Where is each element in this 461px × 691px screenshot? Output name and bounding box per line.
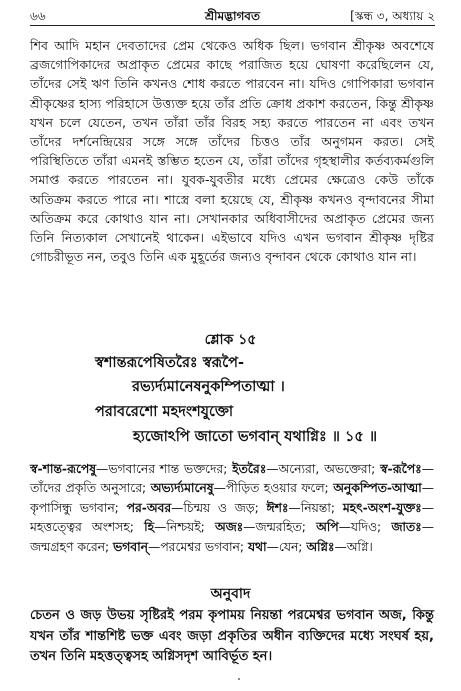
synonym-meaning: —মহত্তত্ত্বের অংশসহ; (30, 500, 434, 535)
translation-paragraph: চেতন ও জড় উভয় সৃষ্টিরই পরম কৃপাময় নিয়ন্তা পরমেশ্বর ভগবান অজ, কিন্তু যখন তাঁর শান্তশিষ্ট ভক্ত এবং জড়া প্রকৃতির অধীন ব্যক্তিদের মধ্যে সংঘর্ষ হয়, তখন তিনি মহত্তত্ত্বসহ অগ্নিসদৃশ আবির্ভূত হন। (30, 608, 434, 664)
synonym-term: অনুকম্পিত-আত্মা (333, 481, 422, 496)
synonym-meaning: —অন্যেরা, অভক্তেরা; (266, 462, 376, 476)
verse-line: পরাবরেশো মহদংশযুক্তো (95, 404, 234, 420)
synonym-meaning: —কৃপাসিন্ধু ভগবান; (30, 481, 434, 515)
synonym-meaning: —নিয়ন্তা; (288, 500, 335, 515)
synonym-term: অভ্যর্দ্যমানেষু (150, 481, 214, 496)
synonym-term: ভগবান্ (113, 539, 149, 554)
print-mark (238, 678, 240, 680)
running-header (30, 6, 435, 30)
synonym-meaning: —পরমেশ্বর ভগবান; (148, 539, 245, 554)
synonym-term: স্ব-শান্ত-রূপেষু (30, 462, 97, 476)
synonym-meaning: —যদিও; (338, 520, 382, 535)
purport-paragraph: শিব আদি মহান দেবতাদের প্রেম থেকেও অধিক ছিল। ভগবান শ্রীকৃষ্ণ অবশেষে ব্রজগোপিকাদের অপ্রাকৃত প্রেমের কাছে পরাজিত হয়ে ঘোষণা করেছিলেন যে, তাঁদের সেই ঋণ তিনি কখনও শোধ করতে পারবেন না। যদিও গোপিকারা ভগবান শ্রীকৃষ্ণের হাস্য পরিহাসে উত্ত্যক্ত হয়ে তাঁর প্রতি ক্রোধ প্রকাশ করতেন, কিন্তু শ্রীকৃষ্ণ যখন চলে যেতেন, তখন তাঁরা তাঁর বিরহ সহ্য করতে পারতেন না এবং তখন তাঁদের দর্শনেন্দ্রিয়ের সঙ্গে সঙ্গে তাঁদের চিত্তও তাঁর অনুগমন করত। সেই পরিস্থিতিতে তাঁরা এমনই স্তম্ভিত হতেন যে, তাঁরা তাঁদের গৃহস্থালীর কর্তব্যকর্মগুলি সমাপ্ত করতে পারতেন না। যুবক-যুবতীর মধ্যে প্রেমের ক্ষেত্রেও কেউ তাঁকে অতিক্রম করতে পারে না। শাস্ত্রে বলা হয়েছে যে, শ্রীকৃষ্ণ কখনও বৃন্দাবনের সীমা অতিক্রম করে কোথাও যান না। সেখানকার অধিবাসীদের অপ্রাকৃত প্রেমের জন্য তিনি নিত্যকাল সেখানেই থাকেন। এইভাবে যদিও এখন ভগবান শ্রীকৃষ্ণ দৃষ্টির গোচরীভূত নন, তবুও তিনি এক মুহূর্তের জন্যও বৃন্দাবন থেকে কোথাও যান না। (30, 38, 434, 265)
synonym-term: ইতরৈঃ (232, 462, 267, 476)
synonym-term: মহৎ-অংশ-যুক্তঃ (342, 500, 422, 515)
synonym-term: স্ব-রূপৈঃ (380, 462, 422, 476)
header-rule (30, 25, 435, 26)
synonym-meaning: —যেন; (266, 539, 303, 554)
verse-heading: শ্লোক ১৫ (204, 332, 257, 348)
word-meanings (30, 460, 434, 557)
synonym-meaning: —জন্মগ্রহণ করেন; (30, 520, 434, 554)
synonym-term: ঈশঃ (266, 500, 289, 515)
synonym-term: জাতঃ (391, 520, 422, 535)
book-title: শ্রীমদ্ভাগবত (204, 9, 260, 23)
synonym-meaning: —পীড়িত হওয়ার ফলে; (213, 481, 329, 496)
synonym-term: পর-অবর (126, 500, 172, 515)
synonym-term: অজঃ (214, 520, 244, 535)
translation-heading: অনুবাদ (210, 586, 251, 602)
synonym-meaning: —ভগবানের শান্ত ভক্তদের; (96, 462, 228, 476)
verse-line: স্বশান্তরূপেষিতরৈঃ স্বরূপৈ- (95, 355, 245, 371)
synonym-meaning: —অগ্নি। (334, 539, 373, 554)
synonym-meaning: —তাঁদের প্রকৃতি অনুসারে; (30, 462, 434, 496)
synonym-term: অপি (316, 520, 339, 535)
page-number: ৬৬ (30, 9, 46, 23)
synonym-term: যথা (247, 539, 267, 554)
synonym-meaning: —জন্মরহিত; (243, 520, 306, 535)
verse-line: হ্যজোঽপি জাতো ভগবান্ যথাগ্নিঃ ॥ ১৫ ॥ (133, 429, 378, 445)
synonym-meaning: —চিন্ময় ও জড়; (171, 500, 259, 515)
synonym-meaning: —নিশ্চয়ই; (154, 520, 205, 535)
section-reference: [স্কন্ধ ৩, অধ্যায় ২ (350, 9, 435, 23)
synonym-term: হি (144, 520, 155, 535)
synonym-term: অগ্নিঃ (306, 539, 335, 554)
verse-line: রভ্যর্দ্যমানেষনুকম্পিতাত্মা । (132, 379, 285, 395)
